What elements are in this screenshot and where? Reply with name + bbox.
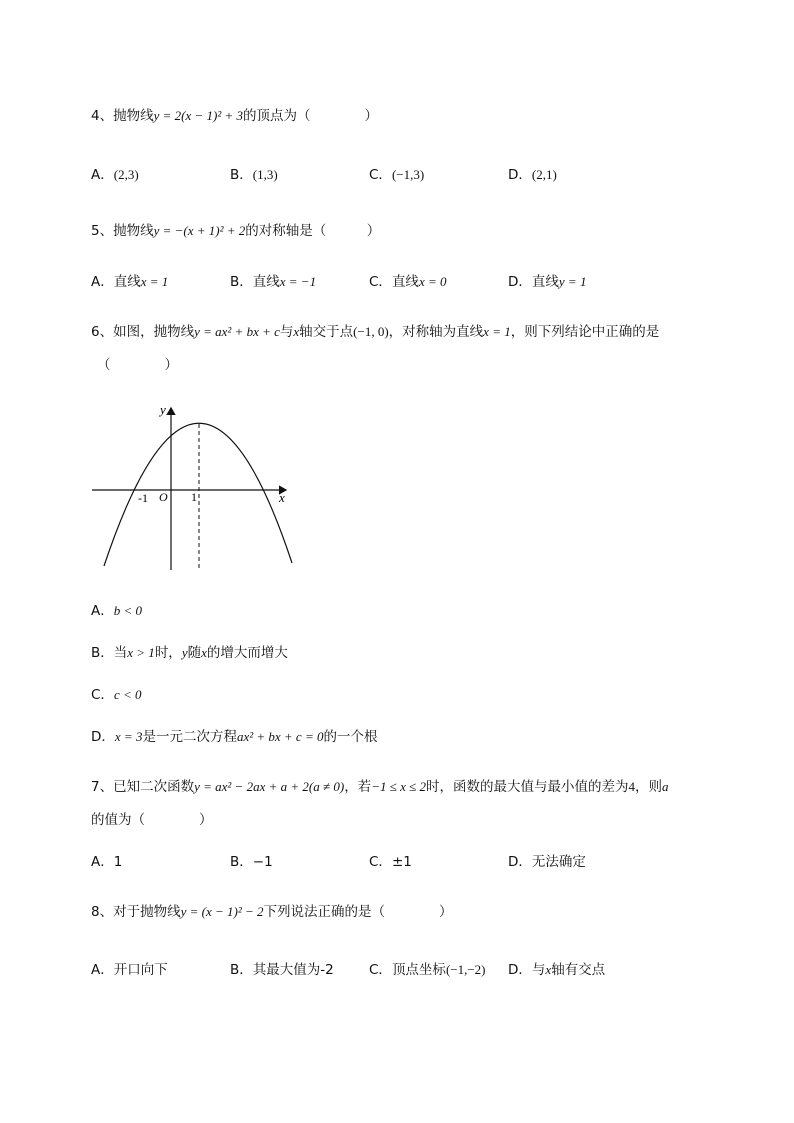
question-text: 轴交于点	[299, 324, 354, 340]
option-a[interactable]	[91, 960, 168, 980]
option-d[interactable]	[508, 852, 586, 872]
question-text: 时，函数的最大值与最小值的差为	[426, 779, 629, 795]
option-a[interactable]	[91, 852, 122, 872]
equation: x = 1	[483, 324, 511, 339]
question-number: 6、	[91, 324, 114, 340]
y-label: y	[160, 402, 166, 417]
option-text: 顶点坐标	[391, 962, 446, 978]
option-text: 直线	[531, 274, 559, 290]
option-letter: C．	[369, 167, 392, 183]
option-b[interactable]	[91, 643, 288, 663]
option-b[interactable]	[230, 960, 334, 980]
neg1-label: -1	[138, 491, 148, 505]
option-letter: B．	[230, 167, 253, 183]
option-text: 的增大而增大	[206, 645, 288, 661]
option-text: ±1	[391, 854, 412, 870]
option-math: b < 0	[113, 603, 143, 618]
option-math: x = 0	[418, 274, 447, 289]
question-text: ，则	[635, 779, 662, 795]
question-5-stem	[91, 221, 380, 241]
option-d[interactable]	[91, 727, 377, 747]
question-text: 的顶点为（ ）	[243, 108, 379, 124]
question-number: 4、	[91, 108, 114, 124]
equation: y = −(x + 1)² + 2	[153, 223, 246, 238]
option-math: y = 1	[558, 274, 587, 289]
point: (−1, 0)	[353, 324, 389, 339]
math-number: 4	[628, 779, 635, 794]
option-text: (−1,3)	[391, 167, 425, 182]
option-text: −1	[252, 854, 273, 870]
question-6-stem	[91, 322, 659, 342]
question-text: ，对称轴为直线	[388, 324, 484, 340]
option-letter: B．	[230, 274, 253, 290]
option-math: ax² + bx + c = 0	[236, 729, 324, 744]
option-a[interactable]	[91, 165, 139, 185]
option-d[interactable]	[508, 165, 557, 185]
parabola-curve	[104, 423, 292, 566]
option-math: x > 1	[127, 645, 155, 660]
option-letter: D．	[508, 167, 532, 183]
option-a[interactable]	[91, 601, 142, 621]
question-text: 的对称轴是（ ）	[245, 223, 381, 239]
question-text: 对于抛物线	[113, 904, 181, 920]
option-d[interactable]	[508, 960, 605, 980]
option-letter: A．	[91, 603, 114, 619]
option-letter: B．	[230, 854, 253, 870]
option-text: (1,3)	[252, 167, 278, 182]
option-letter: D．	[508, 962, 532, 978]
question-text: ，则下列结论中正确的是	[510, 324, 660, 340]
option-math: x	[201, 645, 207, 660]
option-text: 是一元二次方程	[142, 729, 237, 745]
question-8-stem	[91, 902, 453, 922]
option-letter: D．	[91, 729, 115, 745]
option-math: x = −1	[279, 274, 317, 289]
option-text: 的一个根	[323, 729, 378, 745]
math-range: −1 ≤ x ≤ 2	[371, 779, 426, 794]
option-letter: C．	[369, 962, 392, 978]
parabola-figure	[88, 398, 308, 578]
equation: y = ax² + bx + c	[194, 324, 280, 339]
option-letter: C．	[369, 854, 392, 870]
option-b[interactable]	[230, 852, 273, 872]
option-c[interactable]	[369, 272, 446, 292]
option-letter: A．	[91, 962, 114, 978]
option-math: x = 1	[140, 274, 169, 289]
x-label: x	[279, 490, 285, 505]
option-text: (2,3)	[113, 167, 139, 182]
option-b[interactable]	[230, 272, 316, 292]
option-text: 开口向下	[113, 962, 168, 978]
option-text: 随	[187, 645, 202, 661]
equation: y = 2(x − 1)² + 3	[153, 108, 244, 123]
option-c[interactable]	[91, 685, 141, 705]
math-var: a	[662, 779, 669, 794]
option-b[interactable]	[230, 165, 278, 185]
option-letter: C．	[91, 687, 114, 703]
question-7-stem-line2: 的值为（ ）	[91, 812, 213, 828]
option-math: c < 0	[113, 687, 142, 702]
question-number: 8、	[91, 904, 114, 920]
option-c[interactable]	[369, 960, 486, 980]
question-4-stem	[91, 106, 378, 126]
option-letter: B．	[91, 645, 114, 661]
option-math: x = 3	[114, 729, 143, 744]
option-text: 直线	[113, 274, 141, 290]
option-text: 无法确定	[531, 854, 586, 870]
option-letter: D．	[508, 274, 532, 290]
question-text: ，若	[344, 779, 372, 795]
option-math: (−1,−2)	[445, 962, 486, 977]
one-label: 1	[191, 490, 197, 504]
option-letter: D．	[508, 854, 532, 870]
option-letter: C．	[369, 274, 392, 290]
option-c[interactable]	[369, 852, 412, 872]
option-d[interactable]	[508, 272, 586, 292]
question-number: 7、	[91, 779, 114, 795]
option-letter: A．	[91, 274, 114, 290]
option-text: 时，	[154, 645, 182, 661]
question-text: 如图，抛物线	[113, 324, 195, 340]
option-c[interactable]	[369, 165, 424, 185]
option-text: 当	[113, 645, 128, 661]
option-a[interactable]	[91, 272, 168, 292]
option-text: 轴有交点	[551, 962, 606, 978]
option-text: 与	[531, 962, 546, 978]
option-math: x	[545, 962, 552, 977]
math-var: x	[293, 324, 300, 339]
option-letter: B．	[230, 962, 253, 978]
equation: y = ax² − 2ax + a + 2(a ≠ 0)	[194, 779, 345, 794]
question-text: 已知二次函数	[113, 779, 195, 795]
answer-paren: （ ）	[97, 357, 178, 373]
option-letter: A．	[91, 854, 114, 870]
question-text: 与	[279, 324, 294, 340]
question-text: 抛物线	[113, 223, 154, 239]
question-text: 抛物线	[113, 108, 154, 124]
question-text: 下列说法正确的是（ ）	[263, 904, 453, 920]
option-text: 直线	[391, 274, 419, 290]
option-text: (2,1)	[531, 167, 557, 182]
option-math: y	[181, 645, 188, 660]
question-7-stem	[91, 777, 669, 797]
option-text: 直线	[252, 274, 280, 290]
equation: y = (x − 1)² − 2	[180, 904, 264, 919]
option-text: 其最大值为-2	[252, 962, 334, 978]
option-text: 1	[113, 854, 123, 870]
question-number: 5、	[91, 223, 114, 239]
option-letter: A．	[91, 167, 114, 183]
origin-label: O	[159, 490, 168, 504]
